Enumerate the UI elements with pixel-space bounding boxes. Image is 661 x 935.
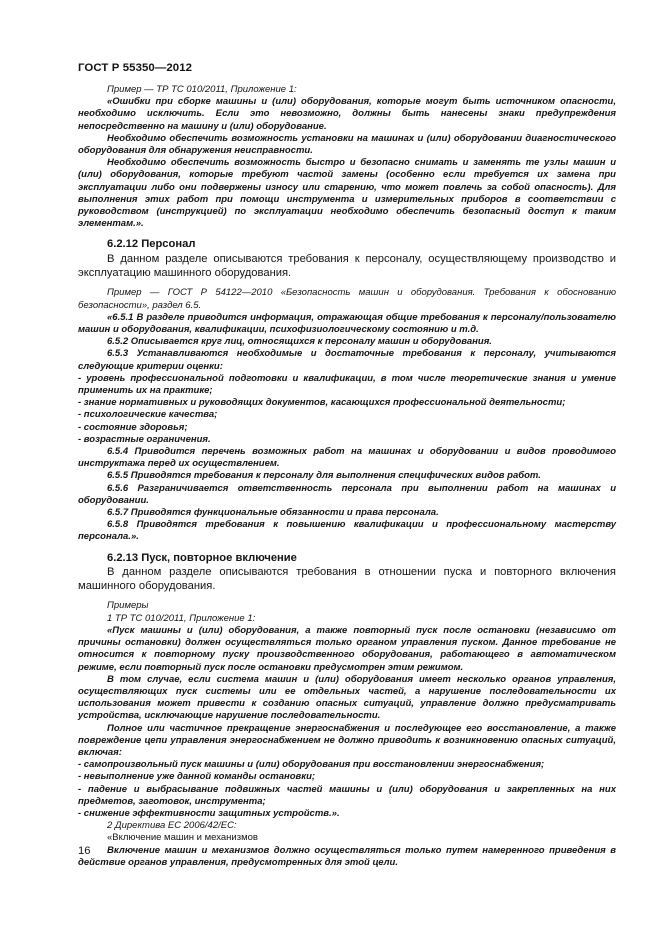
example-paragraph: «Пуск машины и (или) оборудования, а также повторный пуск после остановки (независимо от причины остановки) должен осуществляться только органом управления пуском. Данное требование не относится к повторному пуску производственного оборудования, работающего в автоматическом режиме, если повторный пуск после остановки предусмотрен этим режимом. xyxy=(78,624,616,673)
example-paragraph: 6.5.2 Описывается круг лиц, относящихся к персоналу машин и оборудования. xyxy=(107,336,492,348)
document-body xyxy=(78,84,616,869)
example-paragraph: Пример — ГОСТ Р 54122—2010 «Безопасность машин и оборудования. Требования к обоснованию безопасности», раздел 6.5. xyxy=(78,287,616,311)
example-paragraph: 6.5.5 Приводятся требования к персоналу для выполнения специфических видов работ. xyxy=(107,470,541,482)
example-paragraph: - невыполнение уже данной команды остановки; xyxy=(78,771,316,783)
example-paragraph: Полное или частичное прекращение энергоснабжения и последующее его восстановление, а также повреждение цепи управления энергоснабжением не должно приводить к возникновению опасных ситуаций, включая: xyxy=(78,722,616,758)
example-paragraph: 6.5.8 Приводятся требования к повышению квалификации и профессиональному мастерству персонала.». xyxy=(78,519,616,543)
spacer xyxy=(78,280,616,287)
example-paragraph: Включение машин и механизмов должно осуществляться только путем намеренного приведения в действие органов управления, предусмотренных для этой цели. xyxy=(78,844,616,868)
example-paragraph: 6.5.6 Разграничивается ответственность персонала при выполнении работ на машинах и оборудовании. xyxy=(78,482,616,506)
section-heading: 6.2.13 Пуск, повторное включение xyxy=(107,551,297,564)
example-paragraph: 6.5.4 Приводится перечень возможных работ на машинах и оборудовании и видов проводимого инструктажа перед их осуществлением. xyxy=(78,445,616,470)
example-paragraph: Необходимо обеспечить возможность установки на машинах и (или) оборудовании диагностического оборудования для обнаружения неисправности. xyxy=(78,132,616,157)
spacer xyxy=(78,544,616,551)
example-paragraph: «Ошибки при сборке машины и (или) оборудования, которые могут быть источником опасности, необходимо исключить. Если это невозможно, должны быть нанесены знаки предупреждения непосредственно на машину и (или) оборудование. xyxy=(78,96,616,132)
example-paragraph: «Включение машин и механизмов xyxy=(107,832,258,844)
document-header: ГОСТ Р 55350—2012 xyxy=(78,62,193,74)
spacer xyxy=(78,593,616,600)
example-paragraph: - состояние здоровья; xyxy=(78,421,188,433)
example-paragraph: 1 ТР ТС 010/2011, Приложение 1: xyxy=(107,612,256,624)
example-paragraph: - психологические качества; xyxy=(78,409,218,421)
example-paragraph: 2 Директива ЕС 2006/42/ЕС: xyxy=(107,820,237,832)
example-paragraph: 6.5.3 Устанавливаются необходимые и достаточные требования к персоналу, учитываются следующие критерии оценки: xyxy=(78,348,616,372)
example-paragraph: Необходимо обеспечить возможность быстро и безопасно снимать и заменять те узлы машин и (или) оборудования, которые требуют частой замены (особенно если требуется их замена при эксплуатации либо они подвержены износу или старению, что может повлечь за собой опасность). Для выполнения этих работ при помощи инструмента и измерительных приборов в соответствии с руководством (инструкцией) по эксплуатации необходимо обеспечить безопасный доступ к таким элементам.». xyxy=(78,157,616,230)
example-paragraph: Пример — ТР ТС 010/2011, Приложение 1: xyxy=(107,84,297,95)
example-paragraph: - знание нормативных и руководящих документов, касающихся профессиональной деятельности; xyxy=(78,397,566,409)
example-paragraph: 6.5.7 Приводятся функциональные обязанности и права персонала. xyxy=(107,506,439,518)
example-paragraph: - уровень профессиональной подготовки и квалификации, в том числе теоретические знания и умение применить их на практике; xyxy=(78,372,616,396)
page-number: 16 xyxy=(78,845,91,857)
example-paragraph: - падение и выбрасывание подвижных частей машины и (или) оборудования и закрепленных на них предметов, заготовок, инструмента; xyxy=(78,783,616,807)
example-paragraph: «6.5.1 В разделе приводится информация, отражающая общие требования к персоналу/пользователю машин и оборудования, квалификации, психофизиологическому состоянию и т.д. xyxy=(78,311,616,335)
section-heading: 6.2.12 Персонал xyxy=(107,238,196,251)
example-paragraph: Примеры xyxy=(107,600,149,612)
body-paragraph: В данном разделе описываются требования в отношении пуска и повторного включения машинного оборудования. xyxy=(78,565,616,593)
body-paragraph: В данном разделе описываются требования к персоналу, осуществляющему производство и эксплуатацию машинного оборудования. xyxy=(78,252,616,280)
example-paragraph: - снижение эффективности защитных устройств.». xyxy=(78,807,340,819)
example-paragraph: - самопроизвольный пуск машины и (или) оборудования при восстановлении энергоснабжения; xyxy=(78,759,545,771)
example-paragraph: В том случае, если система машин и (или) оборудования имеет несколько органов управления, осуществляющих пуск системы или ее отдельных частей, а нарушение последовательности их использования может привести к созданию опасных ситуаций, управление должно предусматривать устройства, исключающие нарушение последовательности. xyxy=(78,673,616,722)
spacer xyxy=(78,230,616,237)
example-paragraph: - возрастные ограничения. xyxy=(78,433,211,445)
